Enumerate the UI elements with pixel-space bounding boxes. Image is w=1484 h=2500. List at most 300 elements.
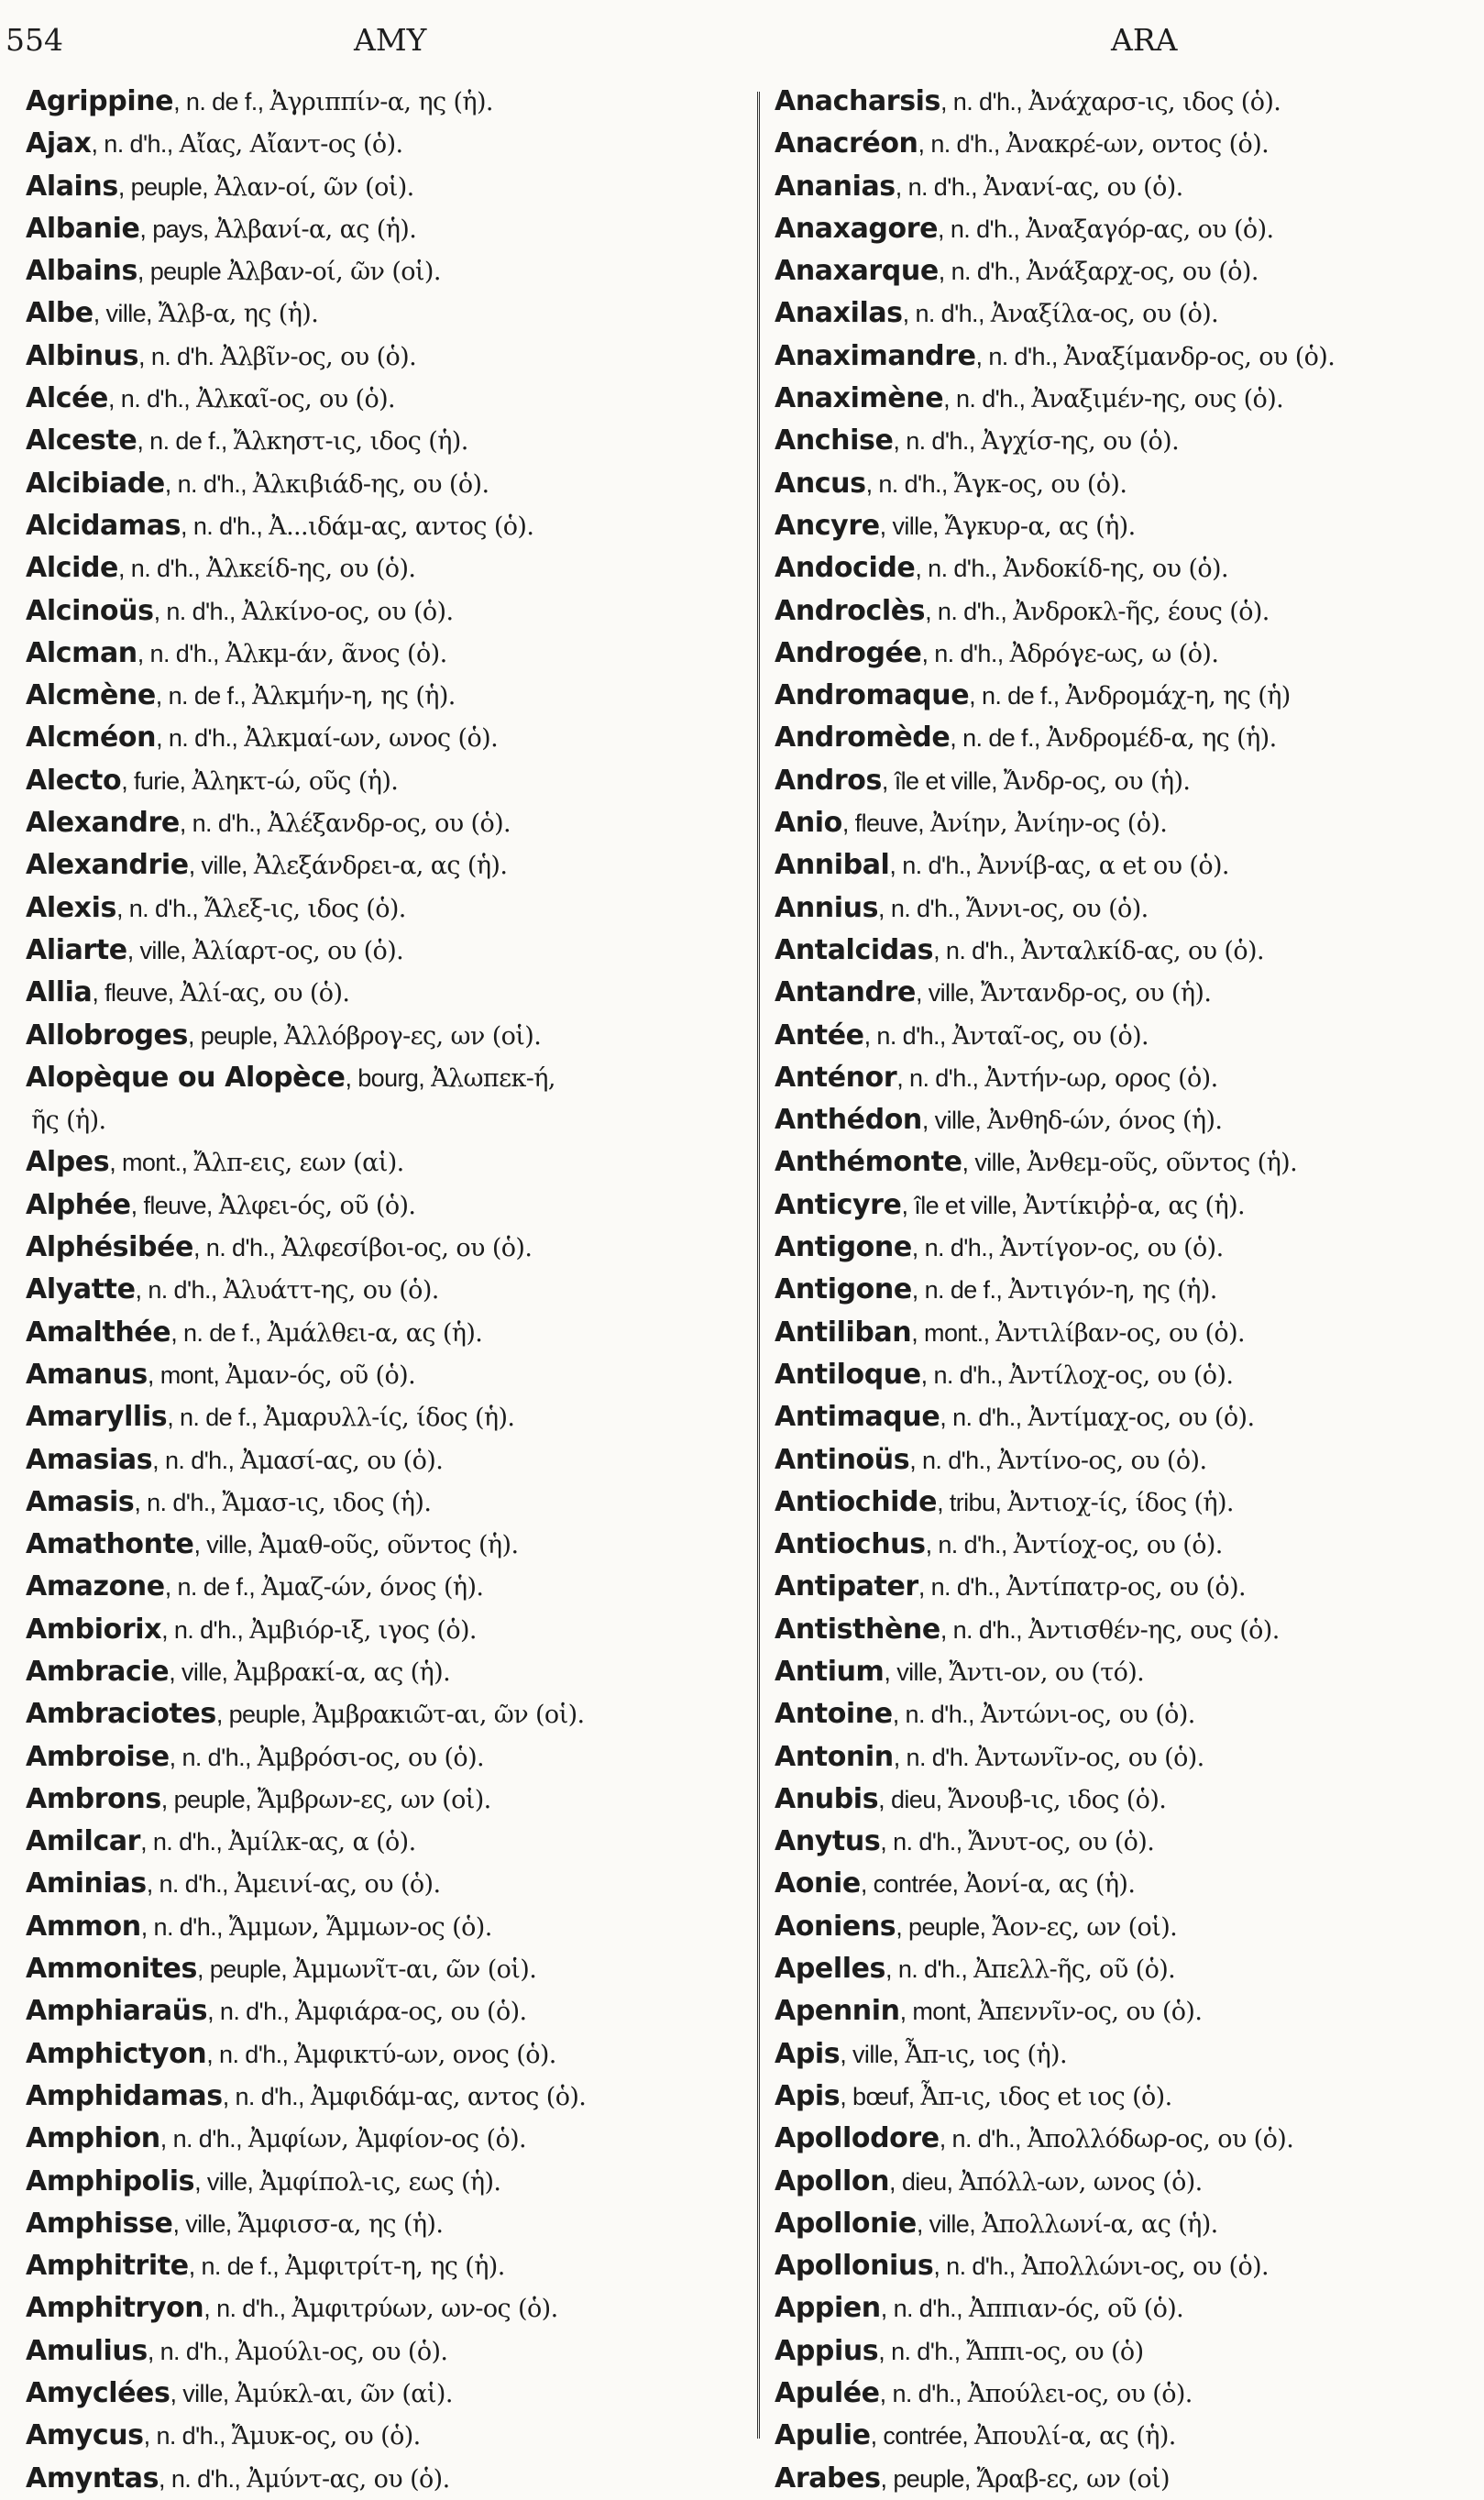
entry-headword: Ambracie (26, 1655, 170, 1688)
entry-headword: Amalthée (26, 1316, 171, 1349)
entry-greek: Ἀπουλί-α, ας (ἡ). (974, 2422, 1176, 2451)
entry-headword: Apulie (775, 2419, 871, 2452)
entry-gloss: , n. d'h., (918, 1573, 1006, 1602)
entry-headword: Andromaque (775, 679, 970, 712)
entry-headword: Anchise (775, 424, 894, 457)
entry-greek: Ἀμβρόσι-ος, ου (ὁ). (257, 1743, 485, 1772)
entry-gloss: , n. d'h., (206, 2040, 295, 2068)
entry-gloss: , fleuve, (130, 1191, 219, 1219)
entry-greek: Ἀναξαγόρ-ας, ου (ὁ). (1026, 215, 1274, 244)
entry-headword: Amyclées (26, 2377, 170, 2410)
entry-headword: Androgée (775, 636, 922, 669)
entry-greek: Ἀληκτ-ώ, οῦς (ἡ). (192, 766, 399, 796)
dictionary-entry (26, 972, 757, 1014)
entry-greek: Ἀλβανί-α, ας (ἡ). (214, 215, 417, 244)
entry-gloss: , n. de f., (137, 427, 234, 456)
dictionary-entry (26, 844, 757, 887)
entry-greek: Ἀντιοχ-ίς, ίδος (ἡ). (1007, 1488, 1234, 1517)
dictionary-entry (26, 2076, 757, 2118)
entry-greek: Ἀνίην, Ἀνίην-ος (ὁ). (929, 809, 1168, 839)
dictionary-entry (26, 378, 757, 420)
entry-gloss: , ville, (126, 936, 192, 964)
right-column (775, 81, 1484, 2500)
entry-greek: Ἄγκ-ος, ου (ὁ). (953, 469, 1127, 499)
entry-gloss: , n. d'h., (878, 894, 967, 922)
dictionary-entry (775, 2287, 1484, 2329)
entry-headword: Antiochide (775, 1485, 938, 1518)
entry-greek: Ἀλκμαί-ων, ωνος (ὁ). (244, 724, 499, 754)
entry-greek: Ἀπολλώνι-ος, ου (ὁ). (1021, 2252, 1270, 2282)
entry-greek: Ἀμφιδάμ-ας, αντος (ὁ). (310, 2082, 587, 2111)
dictionary-entry (775, 463, 1484, 505)
dictionary-entry (26, 1057, 757, 1099)
entry-gloss: , île et ville, (901, 1191, 1024, 1219)
entry-headword: Apennin (775, 1995, 900, 2028)
dictionary-entry (775, 802, 1484, 844)
entry-greek: Ἆπ-ις, ιος (ἡ). (905, 2040, 1067, 2069)
entry-greek: Ἀνθεμ-οῦς, οῦντος (ἡ). (1027, 1149, 1298, 1178)
entry-headword: Aminias (26, 1867, 147, 1900)
dictionary-entry (775, 1227, 1484, 1269)
dictionary-entry (775, 1099, 1484, 1141)
entry-greek: Ἄμασ-ις, ιδος (ἡ). (222, 1488, 432, 1517)
dictionary-entry (775, 1821, 1484, 1863)
entry-greek: Ἀγριππίν-α, ης (ἡ). (269, 88, 493, 116)
entry-greek: Ἀπολλόδωρ-ος, ου (ὁ). (1027, 2125, 1294, 2154)
dictionary-entry (26, 2415, 757, 2457)
entry-gloss: , n. d'h., (179, 809, 268, 838)
dictionary-entry (775, 2415, 1484, 2457)
entry-greek: Ἀναξιμέν-ης, ους (ὁ). (1031, 385, 1284, 414)
dictionary-entry (26, 590, 757, 633)
entry-greek: Ἀντίμαχ-ος, ου (ὁ). (1028, 1404, 1255, 1433)
entry-headword: Amphiaraüs (26, 1995, 208, 2028)
dictionary-entry (775, 378, 1484, 420)
dictionary-entry (26, 930, 757, 972)
entry-greek: Ἀνδοκίδ-ης, ου (ὁ). (1003, 555, 1228, 584)
entry-gloss: , n. de f., (188, 2252, 286, 2281)
entry-gloss: , n. d'h., (156, 724, 245, 753)
entry-gloss: , peuple, (896, 1912, 993, 1941)
dictionary-entry (26, 1396, 757, 1438)
page-header (0, 13, 1484, 64)
entry-headword: Amazone (26, 1570, 165, 1603)
entry-headword: Anaximandre (775, 339, 976, 372)
dictionary-entry (26, 1312, 757, 1354)
entry-headword: Amphipolis (26, 2164, 195, 2197)
entry-headword: Albe (26, 297, 93, 330)
dictionary-entry (775, 1141, 1484, 1184)
dictionary-entry (775, 1312, 1484, 1354)
entry-headword: Anaxarque (775, 255, 939, 288)
dictionary-entry (26, 463, 757, 505)
entry-greek: Ἄμβρων-ες, ων (οἱ). (257, 1785, 491, 1814)
entry-headword: Antigone (775, 1273, 912, 1306)
entry-gloss: , n. d'h., (892, 1701, 981, 1729)
entry-headword: Anubis (775, 1782, 879, 1815)
dictionary-entry (775, 2245, 1484, 2287)
entry-headword: Apelles (775, 1953, 886, 1986)
entry-greek: Ἀντώνι-ος, ου (ὁ). (980, 1701, 1195, 1730)
entry-headword: Antimaque (775, 1401, 940, 1434)
dictionary-entry (26, 1524, 757, 1566)
entry-greek: Ἀμαθ-οῦς, οῦντος (ἡ). (258, 1531, 519, 1560)
entry-gloss: , n. d'h., (921, 639, 1010, 667)
column-divider (757, 92, 760, 2439)
entry-gloss: , ville, (193, 1531, 259, 1559)
entry-greek: Ἀνακρέ-ων, οντος (ὁ). (1006, 130, 1270, 160)
entry-headword: Ambrons (26, 1782, 161, 1815)
entry-headword: Alcibiade (26, 467, 165, 500)
entry-greek: Ἀμφιτρίτ-η, ης (ἡ). (285, 2252, 505, 2282)
entry-greek: Ἀλκμήν-η, ης (ἡ). (252, 682, 456, 711)
entry-headword: Antalcidas (775, 933, 934, 966)
entry-greek: Ἀπελλ-ῆς, οῦ (ὁ). (973, 1955, 1176, 1985)
entry-greek: Ἄντι-ον, ου (τό). (949, 1657, 1145, 1687)
entry-gloss: , n. d'h., (879, 2380, 968, 2408)
entry-greek: Ἀονί-α, ας (ἡ). (964, 1870, 1136, 1900)
entry-greek: Ἀνάξαρχ-ος, ου (ὁ). (1026, 258, 1259, 287)
dictionary-entry (775, 633, 1484, 675)
entry-headword: Ambroise (26, 1740, 170, 1773)
entry-gloss: , n. d'h., (91, 130, 180, 159)
dictionary-entry (26, 1779, 757, 1821)
entry-greek: Ἀμφιάρα-ος, ου (ὁ). (295, 1998, 527, 2027)
dictionary-entry (775, 1990, 1484, 2032)
entry-headword: Andromède (775, 721, 951, 754)
dictionary-entry (775, 2033, 1484, 2076)
entry-headword: Ammonites (26, 1953, 197, 1986)
entry-gloss: , n. d'h., (940, 1404, 1028, 1432)
entry-greek: Ἀμβρακιῶτ-αι, ῶν (οἱ). (312, 1701, 585, 1730)
dictionary-entry (775, 1906, 1484, 1948)
dictionary-entry (775, 1863, 1484, 1905)
entry-headword: Androclès (775, 594, 926, 627)
entry-greek: Ἄραβ-ες, ων (οἱ) (976, 2464, 1170, 2494)
entry-greek: Ἀμβιόρ-ιξ, ιγος (ὁ). (249, 1615, 477, 1645)
entry-gloss: , ville, (169, 1657, 235, 1686)
dictionary-entry (775, 1354, 1484, 1396)
entry-gloss: , pays, (139, 215, 215, 243)
dictionary-entry (775, 336, 1484, 378)
entry-gloss: , n. d'h., (940, 88, 1029, 116)
entry-greek: Ἄλκηστ-ις, ιδος (ἡ). (233, 427, 468, 457)
entry-gloss: , n. de f., (950, 724, 1047, 753)
entry-greek: Ἀμίλκ-ας, α (ὁ). (228, 1828, 416, 1857)
entry-headword: Apollodore (775, 2122, 940, 2155)
entry-greek: Ἀμούλι-ος, ου (ὁ). (235, 2337, 448, 2366)
entry-gloss: , n. d'h., (140, 1912, 229, 1941)
dictionary-entry (26, 505, 757, 547)
entry-gloss: , n. d'h., (147, 2337, 236, 2365)
entry-headword: Alcidamas (26, 509, 181, 542)
entry-headword: Anténor (775, 1061, 897, 1094)
dictionary-entry (26, 2373, 757, 2415)
entry-gloss: , n. d'h., (115, 894, 205, 922)
entry-greek: Ἀναξίλα-ος, ου (ὁ). (990, 300, 1219, 329)
entry-gloss: , n. d'h. (893, 1743, 975, 1771)
entry-greek: Ἆπ-ις, ιδος et ιος (ὁ). (920, 2082, 1172, 2111)
entry-headword: Alcméon (26, 721, 157, 754)
entry-headword: Alcide (26, 552, 118, 585)
entry-headword: Antiloque (775, 1358, 921, 1391)
entry-gloss: , n. d'h., (135, 1276, 224, 1305)
dictionary-entry (26, 2203, 757, 2245)
entry-gloss: , n. d'h., (915, 555, 1004, 583)
entry-headword: Amycus (26, 2419, 144, 2452)
dictionary-entry (26, 1481, 757, 1524)
entry-greek: Ἀντωνῖν-ος, ου (ὁ). (974, 1743, 1204, 1772)
dictionary-entry (775, 1524, 1484, 1566)
dictionary-entry (26, 1990, 757, 2032)
entry-headword: Anthédon (775, 1104, 922, 1137)
dictionary-entry (26, 1015, 757, 1057)
dictionary-entry (775, 590, 1484, 633)
entry-headword: Arabes (775, 2461, 881, 2494)
entry-gloss: , n. d'h., (159, 2464, 247, 2493)
entry-greek: Ἀμφιτρύων, ων-ος (ὁ). (291, 2295, 558, 2324)
entry-greek: Ἄμφισσ-α, ης (ἡ). (237, 2209, 444, 2239)
entry-gloss: , n. d'h., (938, 215, 1027, 243)
dictionary-entry (26, 250, 757, 292)
entry-headword: Antipater (775, 1570, 918, 1603)
dictionary-entry (26, 1821, 757, 1863)
entry-greek: Ἀντιγόν-η, ης (ἡ). (1008, 1276, 1217, 1305)
entry-headword: Anaximène (775, 382, 944, 415)
entry-gloss: , n. d'h., (134, 1488, 223, 1516)
entry-greek: Ἀνδρομέδ-α, ης (ἡ). (1046, 724, 1277, 754)
entry-headword: Amasis (26, 1485, 135, 1518)
entry-headword: Alpes (26, 1146, 110, 1179)
dictionary-entry (775, 1779, 1484, 1821)
dictionary-entry (775, 717, 1484, 759)
entry-headword: Alexis (26, 891, 116, 924)
entry-headword: Amasias (26, 1443, 153, 1476)
dictionary-entry (26, 1099, 757, 1141)
entry-headword: Anytus (775, 1825, 881, 1858)
entry-greek: Ἄον-ες, ων (οἱ). (992, 1912, 1178, 1942)
entry-gloss: , n. d'h., (143, 2422, 232, 2450)
entry-gloss: , n. de f., (170, 1318, 268, 1347)
entry-gloss: , ville, (962, 1149, 1028, 1177)
entry-greek: Ἄλπ-εις, εων (αἱ). (193, 1149, 404, 1178)
entry-headword: Annius (775, 891, 879, 924)
entry-gloss: , n. d'h., (920, 1360, 1009, 1389)
entry-greek: Ἀλωπεκ-ή, (431, 1063, 555, 1093)
entry-greek: Ἀπολλωνί-α, ας (ἡ). (982, 2209, 1218, 2239)
page-number: 554 (5, 22, 63, 58)
entry-gloss: , n. d'h., (918, 130, 1006, 159)
entry-greek: Ἄλβ-α, ης (ἡ). (158, 300, 319, 329)
entry-headword: Antée (775, 1019, 864, 1052)
entry-headword: Albains (26, 255, 137, 288)
dictionary-entry (775, 930, 1484, 972)
entry-gloss: , n. d'h., (203, 2295, 292, 2323)
entry-headword: Amyntas (26, 2461, 159, 2494)
dictionary-entry (775, 2118, 1484, 2160)
entry-greek: Ἀλέξανδρ-ος, ου (ὁ). (267, 809, 511, 839)
entry-greek: Ἀλλόβρογ-ες, ων (οἱ). (284, 1021, 542, 1051)
entry-greek: Ἀγχίσ-ης, ου (ὁ). (981, 427, 1180, 457)
entry-gloss: , n. d'h., (902, 300, 991, 328)
entry-greek: Ἄνυτ-ος, ου (ὁ). (968, 1828, 1155, 1857)
entry-greek: Ἀμαρυλλ-ίς, ίδος (ἡ). (263, 1404, 515, 1433)
entry-headword: Antonin (775, 1740, 894, 1773)
entry-headword: Alopèque ou Alopèce (26, 1061, 346, 1094)
dictionary-entry (26, 1184, 757, 1227)
entry-headword: Apis (775, 2037, 841, 2070)
entry-gloss: , n. d'h., (911, 1234, 1000, 1262)
entry-gloss: , n. d'h., (933, 2252, 1022, 2281)
entry-gloss: , fleuve, (92, 979, 181, 1008)
entry-gloss: , n. d'h. (138, 342, 221, 370)
entry-headword: Apollonius (775, 2250, 934, 2283)
entry-gloss: , n. d'h., (889, 852, 978, 880)
entry-gloss: , peuple, (160, 1785, 258, 1813)
entry-gloss: , n. d'h., (152, 1446, 241, 1474)
entry-gloss: , n. d'h., (933, 936, 1022, 964)
entry-headword: Andros (775, 764, 882, 797)
dictionary-entry (775, 420, 1484, 462)
entry-greek: Ἀλκιβιάδ-ης, ου (ὁ). (252, 469, 489, 499)
entry-headword: Ananias (775, 170, 896, 203)
entry-headword: Albanie (26, 212, 140, 245)
dictionary-entry (775, 1481, 1484, 1524)
entry-headword: Alcmène (26, 679, 156, 712)
dictionary-entry (26, 633, 757, 675)
entry-greek: Ἄνδρ-ος, ου (ἡ). (1003, 766, 1191, 796)
dictionary-entry (775, 292, 1484, 335)
entry-headword: Anacharsis (775, 85, 940, 117)
entry-greek: Αἴας, Αἴαντ-ος (ὁ). (179, 130, 403, 160)
entry-gloss: , peuple, (215, 1701, 313, 1729)
entry-gloss: , n. d'h., (940, 1615, 1028, 1644)
entry-gloss: , peuple, (187, 1021, 285, 1050)
entry-headword: Amaryllis (26, 1401, 168, 1434)
entry-greek: Ἀπόλλ-ων, ωνος (ὁ). (959, 2167, 1203, 2197)
entry-gloss: , peuple, (117, 172, 214, 201)
entry-greek: Ἀντισθέν-ης, ους (ὁ). (1028, 1615, 1280, 1645)
entry-gloss: , n. d'h., (880, 1828, 969, 1856)
entry-gloss: , n. d'h., (169, 1743, 258, 1771)
dictionary-entry (775, 1015, 1484, 1057)
dictionary-entry (26, 887, 757, 930)
entry-headword: Antiliban (775, 1316, 912, 1349)
entry-headword: Alphée (26, 1188, 131, 1221)
entry-headword: Amphion (26, 2122, 160, 2155)
dictionary-entry (26, 1651, 757, 1693)
entry-greek: Ἀντίκιῤῥ-α, ας (ἡ). (1023, 1191, 1245, 1220)
entry-headword: Antoine (775, 1698, 893, 1731)
entry-headword: Amilcar (26, 1825, 141, 1858)
dictionary-entry (26, 123, 757, 165)
entry-headword: Ancus (775, 467, 866, 500)
entry-headword: Anthémonte (775, 1146, 962, 1179)
entry-headword: Ancyre (775, 509, 880, 542)
entry-greek: Ἀμύκλ-αι, ῶν (αἱ). (235, 2380, 453, 2409)
entry-headword: Antigone (775, 1231, 912, 1264)
entry-gloss: , ville, (93, 300, 159, 328)
entry-headword: Amphictyon (26, 2037, 207, 2070)
entry-greek: Ἀντήν-ωρ, ορος (ὁ). (984, 1063, 1218, 1093)
entry-greek: Ἀννίβ-ας, α et ου (ὁ). (977, 852, 1229, 881)
dictionary-entry (775, 675, 1484, 717)
entry-headword: Ammon (26, 1910, 141, 1943)
entry-greek: Ἀντίνο-ος, ου (ὁ). (997, 1446, 1207, 1475)
entry-headword: Aliarte (26, 933, 127, 966)
entry-headword: Ambiorix (26, 1613, 162, 1646)
entry-headword: Amulius (26, 2334, 148, 2367)
entry-gloss: , peuple, (196, 1955, 294, 1984)
dictionary-entry (26, 81, 757, 123)
entry-gloss: , n. de f., (155, 682, 253, 710)
entry-greek: Ἀνάχαρσ-ις, ιδος (ὁ). (1028, 88, 1281, 116)
dictionary-entry (26, 675, 757, 717)
entry-greek: Ἄππι-ος, ου (ὁ) (966, 2337, 1144, 2366)
entry-headword: Anacréon (775, 127, 918, 160)
entry-gloss: , n. d'h., (975, 342, 1064, 370)
entry-gloss: , ville, (170, 2380, 236, 2408)
dictionary-entry (26, 1439, 757, 1481)
entry-headword: Alphésibée (26, 1231, 193, 1264)
entry-greek: Ἀπούλει-ος, ου (ὁ). (967, 2380, 1193, 2409)
entry-gloss: , n. d'h., (925, 1531, 1014, 1559)
entry-gloss: , n. de f., (911, 1276, 1009, 1305)
entry-headword: Alceste (26, 424, 137, 457)
entry-greek: Ἀνταλκίδ-ας, ου (ὁ). (1021, 936, 1264, 965)
entry-gloss: , ville, (884, 1657, 950, 1686)
entry-gloss: , ville, (916, 2209, 982, 2238)
entry-headword: Andocide (775, 552, 916, 585)
dictionary-entry (775, 2161, 1484, 2203)
entry-greek: Ἀμαν-ός, οῦ (ὁ). (225, 1360, 416, 1390)
entry-headword: Amphisse (26, 2207, 173, 2240)
dictionary-entry (26, 717, 757, 759)
entry-gloss: , dieu, (889, 2167, 960, 2196)
entry-greek: Ἀνθηδ-ών, όνος (ἡ). (987, 1107, 1223, 1136)
entry-gloss: , n. d'h., (893, 427, 982, 456)
entry-greek: Ἄνουβ-ις, ιδος (ὁ). (948, 1785, 1167, 1814)
entry-gloss: , ville, (915, 979, 982, 1008)
entry-greek: Ἀλβῖν-ος, ου (ὁ). (220, 342, 417, 371)
entry-greek: Ἀλκίνο-ος, ου (ὁ). (241, 597, 454, 626)
dictionary-entry (775, 250, 1484, 292)
entry-headword: Aonie (775, 1867, 861, 1900)
entry-gloss: , contrée, (870, 2422, 975, 2450)
entry-greek: Ἀμύντ-ας, ου (ὁ). (247, 2464, 450, 2494)
entry-gloss: , n. de f., (164, 1573, 262, 1602)
entry-gloss: , n. d'h., (878, 2337, 967, 2365)
entry-greek: ῆς (ἡ). (31, 1107, 106, 1136)
dictionary-entry (26, 1863, 757, 1905)
dictionary-entry (26, 1566, 757, 1608)
dictionary-entry (26, 760, 757, 802)
dictionary-entry (26, 2287, 757, 2329)
entry-greek: Ἀντιλίβαν-ος, ου (ὁ). (995, 1318, 1246, 1348)
dictionary-entry (26, 1141, 757, 1184)
dictionary-entry (26, 1354, 757, 1396)
dictionary-entry (26, 292, 757, 335)
entry-greek: Ἀμφίων, Ἀμφίον-ος (ὁ). (247, 2125, 527, 2154)
entry-greek: Ἀμμωνῖτ-αι, ῶν (οἱ). (293, 1955, 537, 1985)
entry-gloss: , peuple (137, 258, 228, 286)
entry-greek: Ἀνταῖ-ος, ου (ὁ). (951, 1021, 1149, 1051)
entry-headword: Amanus (26, 1358, 148, 1391)
entry-greek: Ἀνδρομάχ-η, ης (ἡ) (1065, 682, 1291, 711)
entry-greek: Ἀμβρακί-α, ας (ἡ). (234, 1657, 451, 1687)
entry-headword: Allobroges (26, 1019, 188, 1052)
dictionary-entry (26, 1269, 757, 1311)
